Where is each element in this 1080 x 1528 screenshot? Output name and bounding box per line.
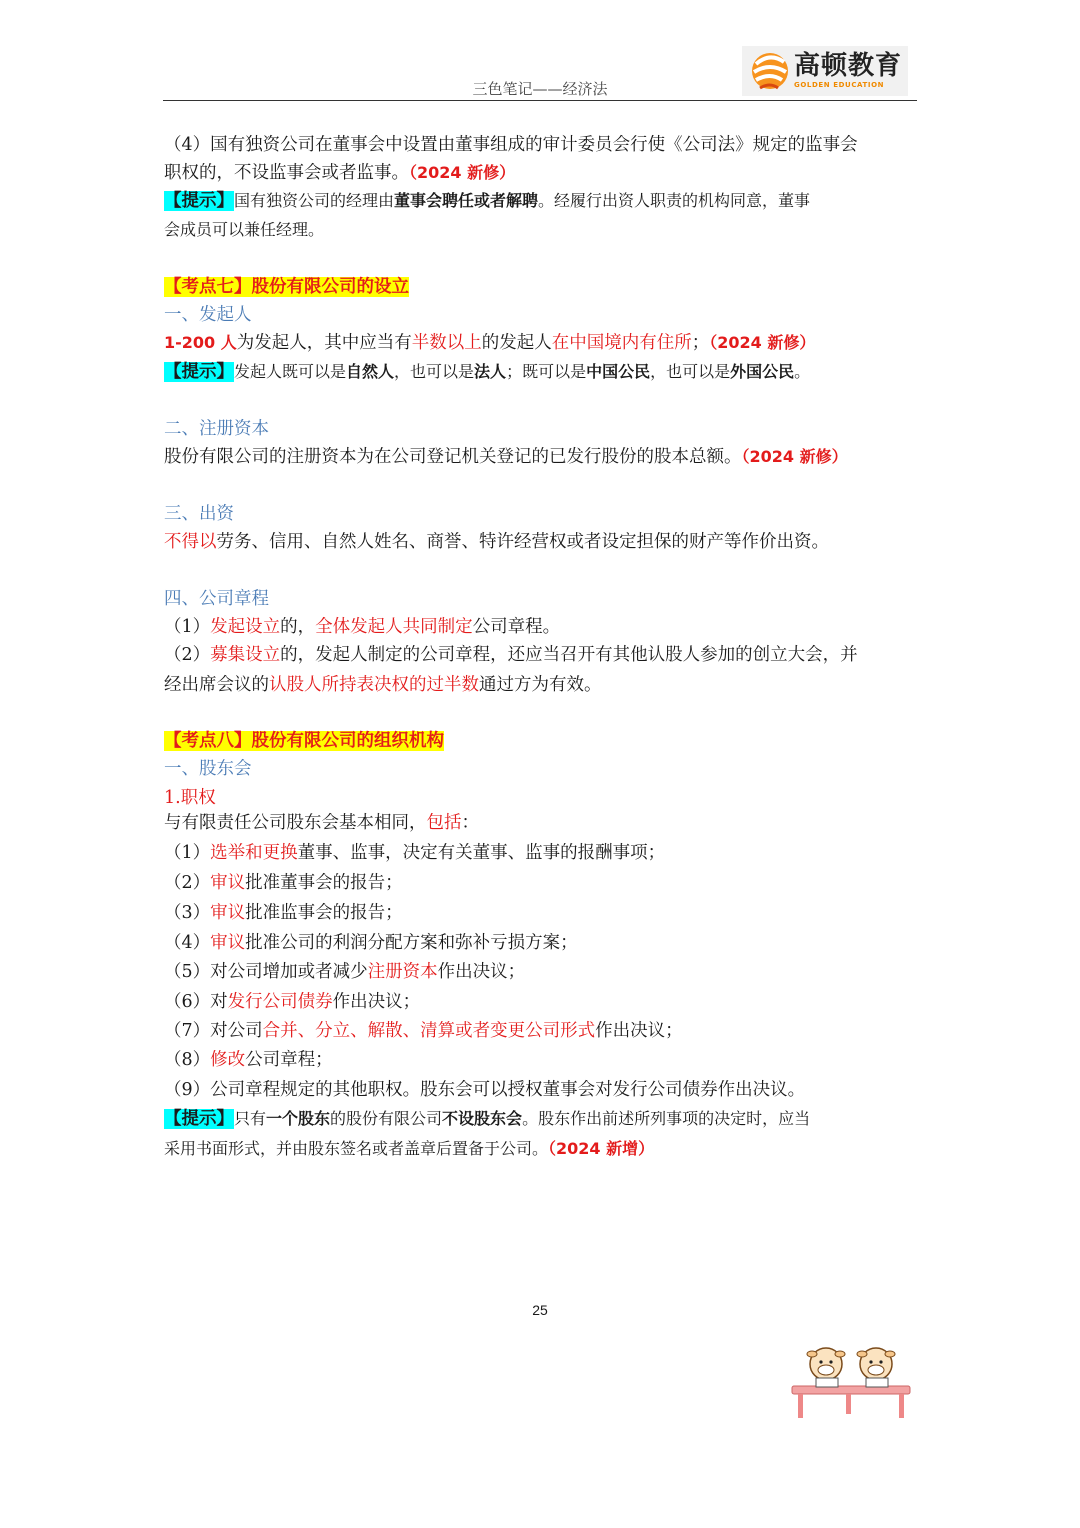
list-item: （9）公司章程规定的其他职权。股东会可以授权董事会对发行公司债券作出决议。 — [164, 1080, 806, 1100]
mascot-illustration-icon — [790, 1336, 912, 1420]
header-divider — [163, 100, 917, 101]
paragraph-line: 与有限责任公司股东会基本相同，包括： — [164, 813, 479, 833]
paragraph-line: 不得以劳务、信用、自然人姓名、商誉、特许经营权或者设定担保的财产等作价出资。 — [164, 532, 829, 552]
paragraph-line: （2）募集设立的，发起人制定的公司章程，还应当召开有其他认股人参加的创立大会，并 — [164, 645, 858, 665]
tip-line: 采用书面形式，并由股东签名或者盖章后置备于公司。（2024 新增） — [164, 1139, 655, 1158]
tip-label: 【提示】 — [164, 1109, 234, 1129]
sub-heading: 1.职权 — [164, 788, 216, 808]
tip-label: 【提示】 — [164, 362, 234, 382]
year-tag: （2024 新修） — [409, 163, 516, 182]
paragraph-line: 职权的，不设监事会或者监事。（2024 新修） — [164, 163, 516, 183]
year-tag: （2024 新修） — [709, 333, 816, 352]
year-tag: （2024 新增） — [548, 1139, 655, 1158]
list-item: （6）对发行公司债券作出决议； — [164, 992, 421, 1012]
tip-line: 会成员可以兼任经理。 — [164, 220, 325, 239]
list-item: （1）选举和更换董事、监事，决定有关董事、监事的报酬事项； — [164, 843, 666, 863]
tip-line: 【提示】国有独资公司的经理由董事会聘任或者解聘。经履行出资人职责的机构同意，董事 — [164, 191, 811, 211]
section-heading-kd7: 【考点七】股份有限公司的设立 — [164, 277, 409, 297]
list-item: （4）审议批准公司的利润分配方案和弥补亏损方案； — [164, 933, 578, 953]
list-item: （5）对公司增加或者减少注册资本作出决议； — [164, 962, 526, 982]
tip-line: 【提示】发起人既可以是自然人，也可以是法人；既可以是中国公民，也可以是外国公民。 — [164, 362, 811, 382]
list-item: （3）审议批准监事会的报告； — [164, 903, 403, 923]
list-item: （7）对公司合并、分立、解散、清算或者变更公司形式作出决议； — [164, 1021, 683, 1041]
subsection-heading: 一、股东会 — [164, 759, 252, 779]
paragraph-line: 股份有限公司的注册资本为在公司登记机关登记的已发行股份的股本总额。（2024 新修） — [164, 447, 848, 467]
subsection-heading: 一、发起人 — [164, 305, 252, 325]
page-number: 25 — [532, 1302, 548, 1318]
subsection-heading: 三、出资 — [164, 504, 234, 524]
logo-chinese-name: 高顿教育 — [794, 51, 903, 81]
paragraph-line: 1-200 人为发起人，其中应当有半数以上的发起人在中国境内有住所；（2024 新修） — [164, 333, 816, 353]
tip-label: 【提示】 — [164, 191, 234, 211]
year-tag: （2024 新修） — [741, 447, 848, 466]
subsection-heading: 二、注册资本 — [164, 419, 269, 439]
paragraph-line: （1）发起设立的，全体发起人共同制定公司章程。 — [164, 617, 561, 637]
section-heading-kd8: 【考点八】股份有限公司的组织机构 — [164, 731, 444, 751]
logo-english-name: GOLDEN EDUCATION — [794, 81, 885, 89]
list-item: （8）修改公司章程； — [164, 1050, 333, 1070]
paragraph-line: 经出席会议的认股人所持表决权的过半数通过方为有效。 — [164, 675, 602, 695]
page-header-title: 三色笔记——经济法 — [472, 80, 608, 98]
subsection-heading: 四、公司章程 — [164, 589, 269, 609]
tip-line: 【提示】只有一个股东的股份有限公司不设股东会。股东作出前述所列事项的决定时，应当 — [164, 1109, 811, 1129]
paragraph-line: （4）国有独资公司在董事会中设置由董事组成的审计委员会行使《公司法》规定的监事会 — [164, 135, 858, 155]
list-item: （2）审议批准董事会的报告； — [164, 873, 403, 893]
